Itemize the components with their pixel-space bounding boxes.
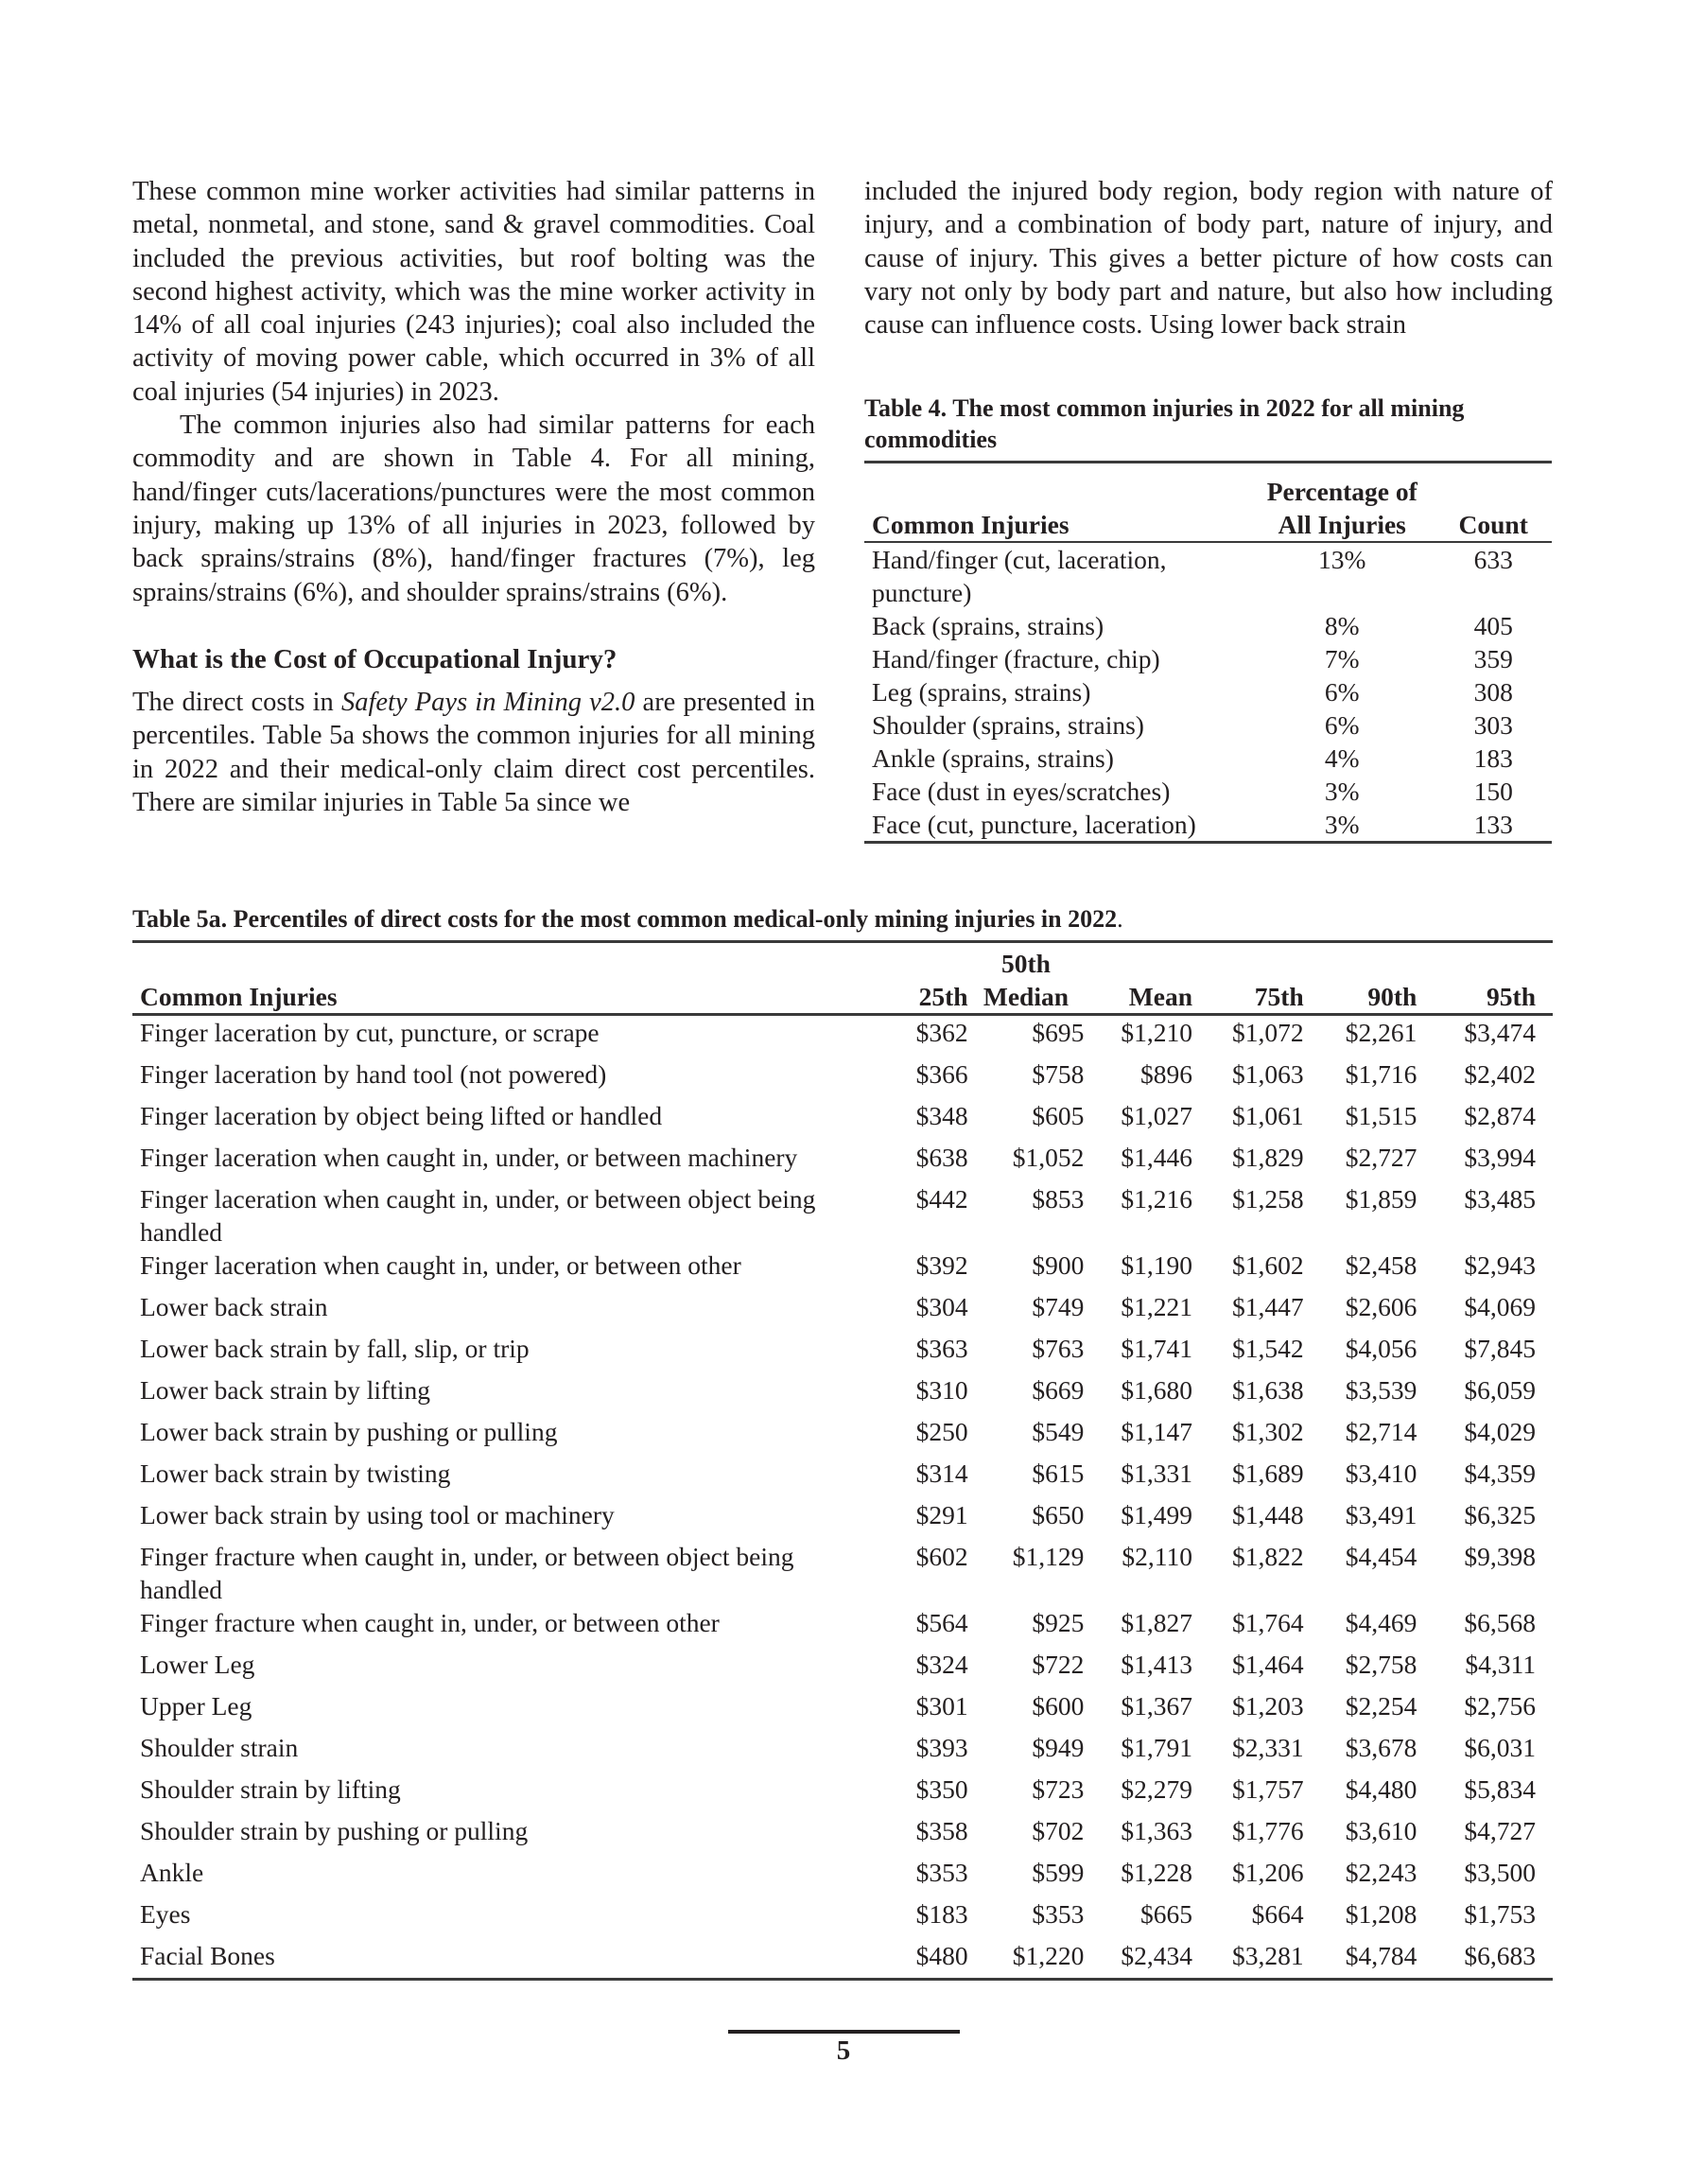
cell-injury: Finger fracture when caught in, under, or between other — [140, 1608, 720, 1637]
cell-95th: $4,359 — [1464, 1459, 1536, 1488]
cell-mean: $2,434 — [1084, 1939, 1192, 1980]
cell-percentage: 4% — [1324, 743, 1360, 773]
cell-25th: $353 — [915, 1858, 968, 1887]
body-paragraph: The common injuries also had similar patterns for each commodity and are shown in Table 4. For all mining, hand/finger cuts/lacerations/punctures were the most common injury, making up 13% of all injuries in 2023, followed by back sprains/strains (8%), hand/finger fractures (7%), leg sprains/strains (6%), and shoulder sprains/strains (6%). — [132, 411, 815, 607]
cell-90th: $4,784 — [1304, 1939, 1417, 1980]
cell-75th: $2,331 — [1232, 1733, 1304, 1762]
cell-mean: $1,827 — [1121, 1608, 1192, 1637]
header-percentage-line2: All Injuries — [1278, 510, 1406, 539]
table-row — [132, 1249, 1553, 1290]
cell-90th: $1,716 — [1345, 1059, 1417, 1089]
table-row — [132, 1141, 1553, 1182]
cell-95th: $6,031 — [1464, 1733, 1536, 1762]
header-75th: 75th — [1192, 943, 1304, 1015]
header-mean: Mean — [1084, 943, 1192, 1015]
table-row — [132, 1648, 1553, 1689]
cell-injury: Facial Bones — [132, 1939, 874, 1980]
cell-percentage: 7% — [1324, 644, 1360, 673]
header-95th: 95th — [1417, 943, 1553, 1015]
table-row — [864, 775, 1552, 808]
body-paragraph: included the injured body region, body region with nature of injury, and a combination of body part, nature of injury, and cause of injury. This gives a better picture of how costs can vary not only by body part and nature, but also how including cause can influence costs. Using lower back strain — [864, 177, 1553, 341]
direct-costs-table — [132, 943, 1553, 1981]
cell-25th: $348 — [915, 1101, 968, 1130]
cell-injury: Back (sprains, strains) — [872, 611, 1104, 640]
table-row — [132, 1540, 1553, 1606]
cell-25th: $564 — [915, 1608, 968, 1637]
table-caption: Table 4. The most common injuries in 2022 for all mining commodities — [864, 394, 1465, 453]
cell-mean: $1,221 — [1121, 1292, 1192, 1321]
footer-rule — [728, 2030, 960, 2034]
cell-90th: $2,606 — [1345, 1292, 1417, 1321]
cell-75th: $1,203 — [1232, 1691, 1304, 1721]
table-row — [132, 1856, 1553, 1897]
cell-90th: $2,254 — [1345, 1691, 1417, 1721]
cell-mean: $665 — [1140, 1899, 1192, 1929]
header-median-line2: Median — [983, 982, 1070, 1011]
cell-75th: $1,061 — [1232, 1101, 1304, 1130]
cell-25th: $304 — [915, 1292, 968, 1321]
cell-count: 359 — [1473, 644, 1513, 673]
cell-75th: $1,063 — [1232, 1059, 1304, 1089]
table-row — [132, 1498, 1553, 1540]
cell-90th: $2,727 — [1345, 1143, 1417, 1172]
cell-median: $1,220 — [968, 1939, 1085, 1980]
table-row — [864, 708, 1552, 742]
cell-95th: $4,727 — [1464, 1816, 1536, 1845]
cell-25th: $314 — [915, 1459, 968, 1488]
cell-count: 308 — [1473, 677, 1513, 707]
cell-75th: $664 — [1251, 1899, 1304, 1929]
cell-75th: $1,464 — [1232, 1650, 1304, 1679]
cell-90th: $1,515 — [1345, 1101, 1417, 1130]
cell-injury: Finger fracture when caught in, under, or between object being handled — [140, 1542, 794, 1604]
cell-75th: $1,302 — [1232, 1417, 1304, 1446]
header-common-injuries: Common Injuries — [132, 943, 874, 1015]
cell-90th: $1,208 — [1345, 1899, 1417, 1929]
cell-mean: $1,190 — [1121, 1250, 1192, 1280]
cell-mean: $1,499 — [1121, 1500, 1192, 1529]
cell-injury: Face (cut, puncture, laceration) — [864, 808, 1249, 843]
cell-injury: Shoulder strain by lifting — [140, 1774, 401, 1804]
cell-75th: $1,822 — [1232, 1542, 1304, 1571]
table-row — [132, 1057, 1553, 1099]
cell-90th: $4,480 — [1345, 1774, 1417, 1804]
cell-injury: Lower back strain by using tool or machinery — [140, 1500, 615, 1529]
cell-75th: $1,638 — [1232, 1375, 1304, 1405]
cell-percentage: 3% — [1249, 808, 1435, 843]
cell-median: $749 — [1032, 1292, 1085, 1321]
cell-90th: $3,678 — [1345, 1733, 1417, 1762]
header-percentage-line1: Percentage of — [1266, 477, 1417, 506]
header-median-line1: 50th — [1000, 949, 1051, 978]
cell-25th: $480 — [874, 1939, 968, 1980]
common-injuries-table — [864, 463, 1552, 844]
cell-mean: $2,279 — [1121, 1774, 1192, 1804]
cell-injury: Finger laceration when caught in, under, or between other — [140, 1250, 741, 1280]
cell-injury: Face (dust in eyes/scratches) — [872, 777, 1171, 806]
cell-75th: $1,542 — [1232, 1334, 1304, 1363]
cell-25th: $324 — [915, 1650, 968, 1679]
cell-95th: $4,311 — [1465, 1650, 1536, 1679]
cell-mean: $1,680 — [1121, 1375, 1192, 1405]
table-row — [132, 1773, 1553, 1814]
cell-95th: $6,059 — [1464, 1375, 1536, 1405]
header-common-injuries: Common Injuries — [864, 463, 1249, 542]
cell-75th: $1,072 — [1232, 1018, 1304, 1047]
cell-25th: $310 — [915, 1375, 968, 1405]
table-row — [132, 1939, 1553, 1980]
cell-median: $702 — [1032, 1816, 1085, 1845]
table-row — [132, 1689, 1553, 1731]
cell-percentage: 6% — [1324, 677, 1360, 707]
cell-injury: Hand/finger (cut, laceration, puncture) — [872, 545, 1167, 607]
cell-median: $1,052 — [1012, 1143, 1085, 1172]
cell-75th: $1,448 — [1232, 1500, 1304, 1529]
cell-95th: $2,943 — [1464, 1250, 1536, 1280]
cell-95th: $9,398 — [1464, 1542, 1536, 1571]
cell-90th: $1,859 — [1345, 1184, 1417, 1214]
cell-injury: Upper Leg — [140, 1691, 252, 1721]
cell-25th: $393 — [915, 1733, 968, 1762]
cell-injury: Shoulder strain by pushing or pulling — [140, 1816, 529, 1845]
cell-median: $605 — [1032, 1101, 1085, 1130]
body-text: are presented in percentiles. Table 5a shows the common injuries for all mining in 2022 and their medical-only claim direct cost percentiles. There are similar injuries in Table 5a since we — [132, 688, 815, 818]
left-column — [132, 175, 815, 819]
table-row — [132, 1731, 1553, 1773]
cell-75th: $1,206 — [1232, 1858, 1304, 1887]
cell-percentage: 3% — [1324, 777, 1360, 806]
table-row — [864, 742, 1552, 775]
cell-mean: $1,367 — [1121, 1691, 1192, 1721]
table-row — [132, 1015, 1553, 1058]
cell-mean: $1,413 — [1121, 1650, 1192, 1679]
cell-injury: Shoulder strain — [140, 1733, 299, 1762]
cell-injury: Finger laceration by hand tool (not powered) — [140, 1059, 607, 1089]
cell-95th: $3,994 — [1464, 1143, 1536, 1172]
cell-injury: Finger laceration when caught in, under, or between machinery — [140, 1143, 798, 1172]
table-row — [132, 1332, 1553, 1373]
cell-median: $900 — [1032, 1250, 1085, 1280]
page-footer — [0, 2030, 1687, 2067]
cell-mean: $1,446 — [1121, 1143, 1192, 1172]
cell-percentage: 6% — [1324, 710, 1360, 740]
table-5a — [132, 903, 1553, 1981]
cell-95th: $6,683 — [1417, 1939, 1553, 1980]
header-25th: 25th — [874, 943, 968, 1015]
cell-75th: $1,757 — [1232, 1774, 1304, 1804]
cell-75th: $1,447 — [1232, 1292, 1304, 1321]
body-paragraph: These common mine worker activities had similar patterns in metal, nonmetal, and stone, sand & gravel commodities. Coal included the previous activities, but roof bolting was the second highest activity, which was the mine worker activity in 14% of all coal injuries (243 injuries); coal also included the activity of moving power cable, which occurred in 3% of all coal injuries (54 injuries) in 2023. — [132, 177, 815, 407]
cell-median: $599 — [1032, 1858, 1085, 1887]
cell-95th: $2,756 — [1464, 1691, 1536, 1721]
cell-median: $949 — [1032, 1733, 1085, 1762]
cell-mean: $1,331 — [1121, 1459, 1192, 1488]
cell-95th: $7,845 — [1464, 1334, 1536, 1363]
table-row — [132, 1457, 1553, 1498]
header-percentage — [1249, 463, 1435, 542]
cell-25th: $350 — [915, 1774, 968, 1804]
cell-75th: $3,281 — [1192, 1939, 1304, 1980]
cell-25th: $301 — [915, 1691, 968, 1721]
caption-period: . — [1117, 905, 1123, 933]
cell-count: 183 — [1473, 743, 1513, 773]
cell-injury: Ankle — [140, 1858, 204, 1887]
page-number: 5 — [836, 2035, 851, 2066]
cell-mean: $1,228 — [1121, 1858, 1192, 1887]
cell-injury: Lower back strain by fall, slip, or trip — [140, 1334, 530, 1363]
body-text: The direct costs in — [132, 688, 341, 718]
cell-90th: $2,714 — [1345, 1417, 1417, 1446]
cell-90th: $2,758 — [1345, 1650, 1417, 1679]
cell-75th: $1,764 — [1232, 1608, 1304, 1637]
cell-injury: Shoulder (sprains, strains) — [872, 710, 1144, 740]
cell-median: $669 — [1032, 1375, 1085, 1405]
cell-mean: $2,110 — [1122, 1542, 1192, 1571]
cell-injury: Hand/finger (fracture, chip) — [872, 644, 1160, 673]
cell-count: 633 — [1473, 545, 1513, 574]
section-heading: What is the Cost of Occupational Injury? — [132, 643, 617, 674]
cell-90th: $3,610 — [1345, 1816, 1417, 1845]
cell-median: $723 — [1032, 1774, 1085, 1804]
table-row — [132, 1415, 1553, 1457]
table-row — [864, 675, 1552, 708]
cell-95th: $3,485 — [1464, 1184, 1536, 1214]
cell-75th: $1,258 — [1232, 1184, 1304, 1214]
cell-percentage: 8% — [1324, 611, 1360, 640]
cell-median: $695 — [1032, 1018, 1085, 1047]
table-header-row — [132, 943, 1553, 1015]
cell-count: 405 — [1473, 611, 1513, 640]
cell-90th: $4,056 — [1345, 1334, 1417, 1363]
cell-95th: $6,325 — [1464, 1500, 1536, 1529]
cell-75th: $1,829 — [1232, 1143, 1304, 1172]
cell-median: $353 — [1032, 1899, 1085, 1929]
table-4 — [864, 393, 1552, 844]
cell-90th: $3,539 — [1345, 1375, 1417, 1405]
cell-median: $925 — [1032, 1608, 1085, 1637]
cell-25th: $183 — [915, 1899, 968, 1929]
table-row — [132, 1182, 1553, 1249]
cell-median: $763 — [1032, 1334, 1085, 1363]
table-row — [864, 609, 1552, 642]
right-column — [864, 175, 1553, 341]
cell-injury: Lower back strain by twisting — [140, 1459, 451, 1488]
cell-median: $549 — [1032, 1417, 1085, 1446]
cell-25th: $363 — [915, 1334, 968, 1363]
cell-25th: $358 — [915, 1816, 968, 1845]
cell-90th: $2,261 — [1345, 1018, 1417, 1047]
cell-mean: $1,027 — [1121, 1101, 1192, 1130]
cell-25th: $392 — [915, 1250, 968, 1280]
cell-25th: $362 — [915, 1018, 968, 1047]
cell-25th: $602 — [915, 1542, 968, 1571]
cell-injury: Finger laceration by object being lifted or handled — [140, 1101, 663, 1130]
cell-mean: $896 — [1140, 1059, 1192, 1089]
cell-injury: Lower back strain by pushing or pulling — [140, 1417, 558, 1446]
cell-injury: Lower back strain by lifting — [140, 1375, 430, 1405]
cell-mean: $1,363 — [1121, 1816, 1192, 1845]
header-count: Count — [1435, 463, 1552, 542]
cell-95th: $4,069 — [1464, 1292, 1536, 1321]
publication-title: Safety Pays in Mining v2.0 — [340, 688, 635, 718]
cell-90th: $3,410 — [1345, 1459, 1417, 1488]
cell-95th: $2,874 — [1464, 1101, 1536, 1130]
cell-injury: Eyes — [140, 1899, 191, 1929]
cell-mean: $1,741 — [1121, 1334, 1192, 1363]
cell-injury: Ankle (sprains, strains) — [872, 743, 1114, 773]
cell-median: $650 — [1032, 1500, 1085, 1529]
cell-median: $615 — [1032, 1459, 1085, 1488]
table-row — [132, 1814, 1553, 1856]
cell-75th: $1,776 — [1232, 1816, 1304, 1845]
cell-median: $722 — [1032, 1650, 1085, 1679]
cell-25th: $442 — [915, 1184, 968, 1214]
cell-median: $853 — [1032, 1184, 1085, 1214]
cell-mean: $1,210 — [1121, 1018, 1192, 1047]
cell-median: $600 — [1032, 1691, 1085, 1721]
table-row — [132, 1897, 1553, 1939]
body-paragraph — [132, 686, 815, 819]
cell-95th: $5,834 — [1464, 1774, 1536, 1804]
table-row — [132, 1373, 1553, 1415]
table-row — [864, 808, 1552, 843]
cell-90th: $2,243 — [1345, 1858, 1417, 1887]
cell-95th: $6,568 — [1464, 1608, 1536, 1637]
cell-90th: $4,454 — [1345, 1542, 1417, 1571]
header-median — [968, 943, 1085, 1015]
cell-injury: Finger laceration by cut, puncture, or scrape — [140, 1018, 600, 1047]
cell-75th: $1,602 — [1232, 1250, 1304, 1280]
cell-25th: $638 — [915, 1143, 968, 1172]
table-row — [132, 1606, 1553, 1648]
cell-95th: $2,402 — [1464, 1059, 1536, 1089]
table-caption — [132, 903, 1553, 935]
cell-injury: Lower Leg — [140, 1650, 255, 1679]
cell-mean: $1,791 — [1121, 1733, 1192, 1762]
table-row — [864, 542, 1552, 609]
cell-median: $758 — [1032, 1059, 1085, 1089]
cell-percentage: 13% — [1318, 545, 1366, 574]
cell-90th: $2,458 — [1345, 1250, 1417, 1280]
table-header-row — [864, 463, 1552, 542]
cell-25th: $366 — [915, 1059, 968, 1089]
cell-95th: $3,474 — [1464, 1018, 1536, 1047]
cell-median: $1,129 — [1012, 1542, 1085, 1571]
cell-mean: $1,147 — [1121, 1417, 1192, 1446]
table-row — [132, 1290, 1553, 1332]
cell-count: 303 — [1473, 710, 1513, 740]
caption-text: Table 5a. Percentiles of direct costs for the most common medical-only mining injuries in 2022 — [132, 905, 1118, 933]
cell-25th: $291 — [915, 1500, 968, 1529]
cell-injury: Lower back strain — [140, 1292, 328, 1321]
cell-90th: $4,469 — [1345, 1608, 1417, 1637]
cell-count: 133 — [1435, 808, 1552, 843]
cell-injury: Finger laceration when caught in, under, or between object being handled — [140, 1184, 816, 1247]
cell-95th: $3,500 — [1464, 1858, 1536, 1887]
table-row — [864, 642, 1552, 675]
cell-injury: Leg (sprains, strains) — [872, 677, 1091, 707]
cell-25th: $250 — [915, 1417, 968, 1446]
cell-count: 150 — [1473, 777, 1513, 806]
cell-mean: $1,216 — [1121, 1184, 1192, 1214]
cell-90th: $3,491 — [1345, 1500, 1417, 1529]
cell-75th: $1,689 — [1232, 1459, 1304, 1488]
cell-95th: $4,029 — [1464, 1417, 1536, 1446]
table-row — [132, 1099, 1553, 1141]
header-90th: 90th — [1304, 943, 1417, 1015]
cell-95th: $1,753 — [1464, 1899, 1536, 1929]
